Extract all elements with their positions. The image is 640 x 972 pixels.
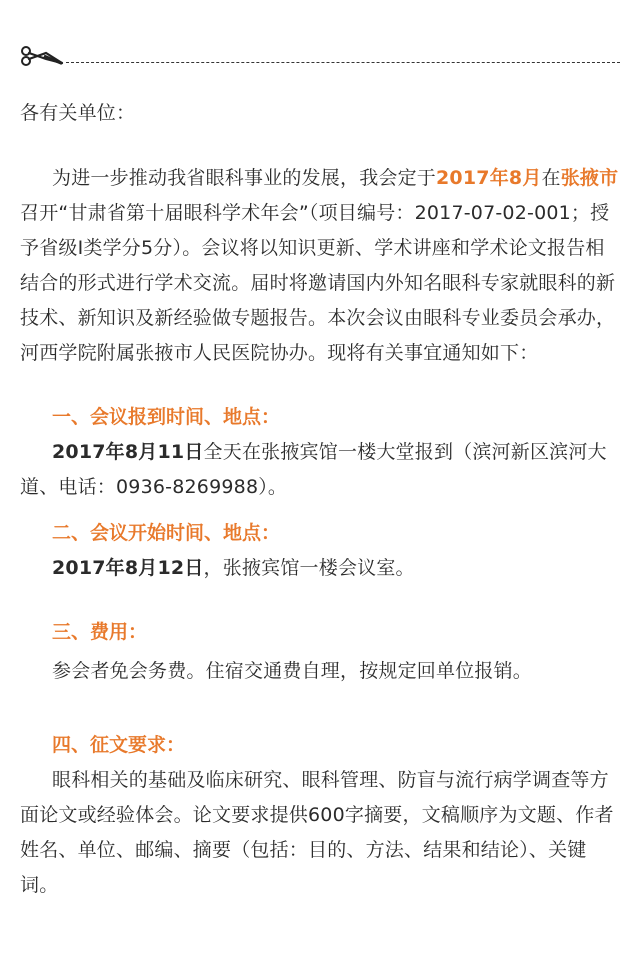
notice-body	[20, 96, 622, 903]
dashed-line	[66, 62, 620, 63]
salutation: 各有关单位：	[20, 102, 136, 124]
intro-text-3: 召开“甘肃省第十届眼科学术年会”（项目编号：2017-07-02-001；授予省级Ⅰ类学分5分）。会议将以知识更新、学术讲座和学术论文报告相结合的形式进行学术交流。届时将邀请国内外知名眼科专家就眼科的新技术、新知识及新经验做专题报告。本次会议由眼科专业委员会承办，河西学院附属张掖市人民医院协办。现将有关事宜通知如下：	[20, 202, 616, 364]
section-2-body	[20, 551, 622, 586]
section-3-body: 参会者免会务费。住宿交通费自理，按规定回单位报销。	[52, 660, 533, 682]
intro-date-highlight: 2017年8月	[436, 167, 542, 189]
section-1-heading: 一、会议报到时间、地点：	[52, 406, 281, 428]
intro-city-highlight: 张掖市	[560, 167, 619, 189]
cut-line-divider	[20, 42, 620, 70]
section-1-body	[20, 435, 622, 505]
section-3-heading: 三、费用：	[52, 621, 148, 643]
section-2-date: 2017年8月12日	[52, 557, 204, 579]
section-2-heading: 二、会议开始时间、地点：	[52, 522, 281, 544]
section-1-date: 2017年8月11日	[52, 441, 204, 463]
intro-text-1: 为进一步推动我省眼科事业的发展，我会定于	[52, 167, 437, 189]
intro-text-2: 在	[541, 167, 561, 189]
scissors-icon	[20, 44, 64, 68]
section-4-heading: 四、征文要求：	[52, 734, 186, 756]
section-2-text: ，张掖宾馆一楼会议室。	[203, 557, 415, 579]
section-4-body: 眼科相关的基础及临床研究、眼科管理、防盲与流行病学调查等方面论文或经验体会。论文要求提供600字摘要，文稿顺序为文题、作者姓名、单位、邮编、摘要（包括：目的、方法、结果和结论）、关键词。	[20, 769, 614, 896]
section-1-text: 全天在张掖宾馆一楼大堂报到（滨河新区滨河大道、电话：0936-8269988）。	[20, 441, 607, 498]
intro-paragraph	[20, 161, 622, 371]
